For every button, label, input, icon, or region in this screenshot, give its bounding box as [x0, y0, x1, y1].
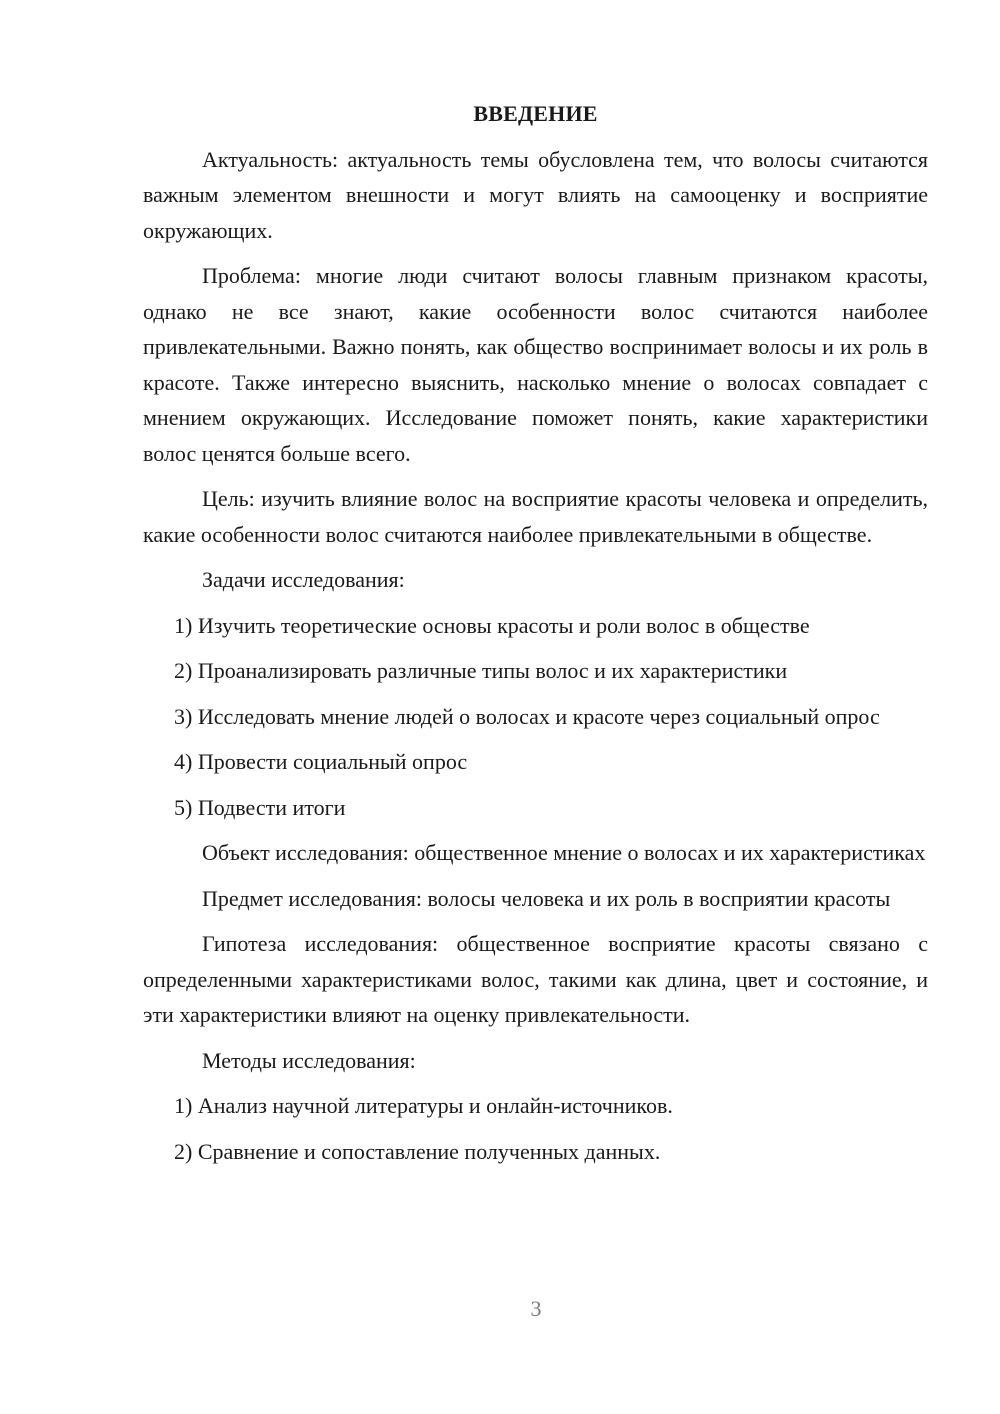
task-item: 3) Исследовать мнение людей о волосах и красоте через социальный опрос [174, 703, 880, 729]
task-item: 1) Изучить теоретические основы красоты и роли волос в обществе [174, 612, 810, 638]
document-body [143, 96, 928, 1179]
object-paragraph: Объект исследования: общественное мнение о волосах и их характеристиках [202, 840, 926, 865]
methods-heading: Методы исследования: [202, 1047, 416, 1073]
method-item: 1) Анализ научной литературы и онлайн-источников. [174, 1093, 673, 1118]
subject-paragraph: Предмет исследования: волосы человека и их роль в восприятии красоты [202, 885, 891, 911]
goal-paragraph: Цель: изучить влияние волос на восприятие красоты человека и определить, какие особенности волос считаются наиболее привлекательными в обществе. [143, 486, 928, 547]
page-number: 3 [530, 1296, 542, 1321]
task-item: 5) Подвести итоги [174, 794, 346, 820]
tasks-heading: Задачи исследования: [202, 567, 405, 592]
hypothesis-paragraph: Гипотеза исследования: общественное восприятие красоты связано с определенными характеристиками волос, такими как длина, цвет и состояние, и эти характеристики влияют на оценку привлекательности. [143, 931, 928, 1027]
problem-paragraph: Проблема: многие люди считают волосы главным признаком красоты, однако не все знают, какие особенности волос считаются наиболее привлекательными. Важно понять, как общество воспринимает волосы и их роль в красоте. Также интересно выяснить, насколько мнение о волосах совпадает с мнением окружающих. Исследование поможет понять, какие характеристики волос ценятся больше всего. [143, 263, 928, 466]
task-item: 4) Провести социальный опрос [174, 749, 468, 774]
page-title: ВВЕДЕНИЕ [473, 101, 598, 126]
task-item: 2) Проанализировать различные типы волос и их характеристики [174, 658, 788, 683]
method-item: 2) Сравнение и сопоставление полученных данных. [174, 1138, 661, 1164]
relevance-paragraph: Актуальность: актуальность темы обусловлена тем, что волосы считаются важным элементом внешности и могут влиять на самооценку и восприятие окружающих. [143, 146, 928, 243]
